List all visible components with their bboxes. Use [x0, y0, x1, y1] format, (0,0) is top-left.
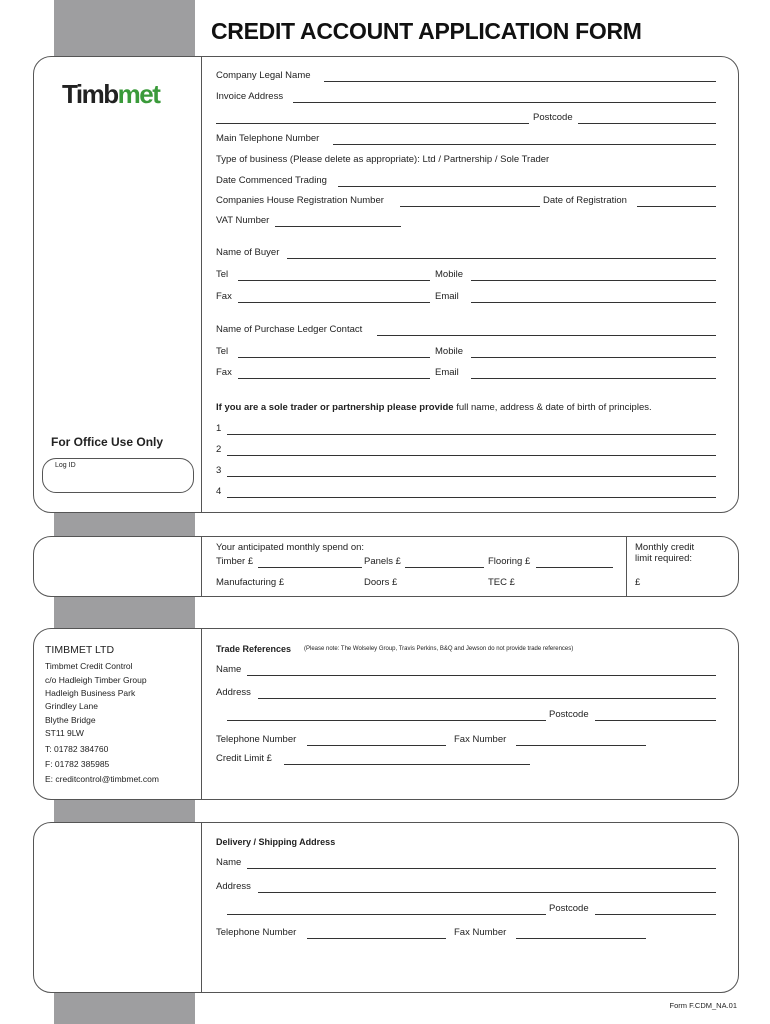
postcode-label: Postcode: [533, 112, 573, 123]
buyer-mobile-field[interactable]: [471, 280, 716, 281]
principal-4-field[interactable]: [227, 497, 716, 498]
date-of-registration-field[interactable]: [637, 206, 716, 207]
gray-strip-bottom: [54, 992, 195, 1024]
trade-credit-limit-label: Credit Limit £: [216, 753, 272, 764]
ledger-tel-field[interactable]: [238, 357, 430, 358]
address-line-3: Hadleigh Business Park: [45, 688, 136, 698]
buyer-tel-field[interactable]: [238, 280, 430, 281]
delivery-name-label: Name: [216, 857, 242, 868]
timber-field[interactable]: [258, 567, 362, 568]
ledger-mobile-field[interactable]: [471, 357, 716, 358]
type-of-business-label: Type of business (Please delete as appropriate): Ltd / Partnership / Sole Trader: [216, 154, 550, 165]
delivery-address-section: [33, 822, 739, 993]
ledger-mobile-label: Mobile: [435, 346, 463, 357]
vat-number-label: VAT Number: [216, 215, 270, 226]
section-divider: [201, 57, 202, 512]
company-legal-name-label: Company Legal Name: [216, 70, 311, 81]
tec-label: TEC £: [488, 577, 515, 588]
vat-number-field[interactable]: [275, 226, 401, 227]
section-divider: [201, 537, 202, 596]
timber-label: Timber £: [216, 556, 254, 567]
timbmet-fax: F: 01782 385985: [45, 759, 110, 769]
company-details-section: [33, 56, 739, 513]
panels-label: Panels £: [364, 556, 401, 567]
trade-address-field[interactable]: [258, 698, 716, 699]
spend-heading: Your anticipated monthly spend on:: [216, 542, 365, 553]
principal-2-label: 2: [216, 444, 222, 455]
gray-strip-top: [54, 0, 195, 56]
main-telephone-label: Main Telephone Number: [216, 133, 320, 144]
delivery-address-field[interactable]: [258, 892, 716, 893]
credit-limit-label-1: Monthly credit: [635, 542, 695, 553]
doors-label: Doors £: [364, 577, 398, 588]
log-id-box[interactable]: [42, 458, 194, 493]
manufacturing-label: Manufacturing £: [216, 577, 285, 588]
principals-note: If you are a sole trader or partnership please provide full name, address & date of birth of principles.: [216, 402, 652, 413]
ledger-email-field[interactable]: [471, 378, 716, 379]
log-id-label: Log ID: [55, 462, 76, 469]
gray-strip-4: [54, 799, 195, 822]
address-line-6: ST11 9LW: [45, 728, 84, 738]
timbmet-telephone: T: 01782 384760: [45, 744, 109, 754]
invoice-address-field[interactable]: [293, 102, 716, 103]
buyer-name-label: Name of Buyer: [216, 247, 280, 258]
company-legal-name-field[interactable]: [324, 81, 716, 82]
principal-3-label: 3: [216, 465, 222, 476]
buyer-email-label: Email: [435, 291, 459, 302]
invoice-address-line-2[interactable]: [216, 123, 529, 124]
address-line-4: Grindley Lane: [45, 701, 98, 711]
buyer-mobile-label: Mobile: [435, 269, 463, 280]
trade-telephone-label: Telephone Number: [216, 734, 297, 745]
companies-house-label: Companies House Registration Number: [216, 195, 384, 206]
buyer-email-field[interactable]: [471, 302, 716, 303]
buyer-fax-field[interactable]: [238, 302, 430, 303]
panels-field[interactable]: [405, 567, 484, 568]
section-divider: [201, 629, 202, 799]
date-of-registration-label: Date of Registration: [543, 195, 627, 206]
address-line-1: Timbmet Credit Control: [45, 661, 133, 671]
trade-references-section: [33, 628, 739, 800]
principal-1-field[interactable]: [227, 434, 716, 435]
trade-name-field[interactable]: [247, 675, 716, 676]
postcode-field[interactable]: [578, 123, 716, 124]
monthly-spend-section: [33, 536, 739, 597]
delivery-address-line-2[interactable]: [227, 914, 546, 915]
trade-postcode-field[interactable]: [595, 720, 716, 721]
ledger-email-label: Email: [435, 367, 459, 378]
office-use-heading: For Office Use Only: [51, 435, 164, 449]
main-telephone-field[interactable]: [333, 144, 716, 145]
date-commenced-label: Date Commenced Trading: [216, 175, 327, 186]
delivery-telephone-field[interactable]: [307, 938, 446, 939]
companies-house-field[interactable]: [400, 206, 540, 207]
address-line-2: c/o Hadleigh Timber Group: [45, 675, 147, 685]
trade-references-heading: Trade References: [216, 644, 292, 654]
delivery-postcode-label: Postcode: [549, 903, 589, 914]
limit-divider: [626, 537, 627, 596]
delivery-address-label: Address: [216, 881, 251, 892]
delivery-telephone-label: Telephone Number: [216, 927, 297, 938]
ledger-tel-label: Tel: [216, 346, 229, 357]
flooring-label: Flooring £: [488, 556, 531, 567]
gray-strip-2: [54, 512, 195, 536]
principal-2-field[interactable]: [227, 455, 716, 456]
ledger-fax-field[interactable]: [238, 378, 430, 379]
form-code: Form F.CDM_NA.01: [669, 1001, 737, 1010]
buyer-fax-label: Fax: [216, 291, 232, 302]
credit-limit-currency: £: [635, 577, 641, 588]
credit-limit-label-2: limit required:: [635, 553, 693, 564]
trade-address-label: Address: [216, 687, 251, 698]
timbmet-logo: Timbmet: [62, 79, 160, 109]
principal-1-label: 1: [216, 423, 222, 434]
trade-address-line-2[interactable]: [227, 720, 546, 721]
invoice-address-label: Invoice Address: [216, 91, 284, 102]
principal-4-label: 4: [216, 486, 222, 497]
trade-credit-limit-field[interactable]: [284, 764, 530, 765]
ledger-name-label: Name of Purchase Ledger Contact: [216, 324, 363, 335]
timbmet-email: E: creditcontrol@timbmet.com: [45, 774, 159, 784]
delivery-postcode-field[interactable]: [595, 914, 716, 915]
delivery-fax-field[interactable]: [516, 938, 646, 939]
trade-fax-label: Fax Number: [454, 734, 507, 745]
trade-references-note: (Please note: The Wolseley Group, Travis Perkins, B&Q and Jewson do not provide trade references): [304, 646, 574, 652]
flooring-field[interactable]: [536, 567, 613, 568]
gray-strip-3: [54, 596, 195, 629]
trade-telephone-field[interactable]: [307, 745, 446, 746]
delivery-fax-label: Fax Number: [454, 927, 507, 938]
buyer-name-field[interactable]: [287, 258, 716, 259]
trade-postcode-label: Postcode: [549, 709, 589, 720]
trade-name-label: Name: [216, 664, 242, 675]
trade-fax-field[interactable]: [516, 745, 646, 746]
address-line-5: Blythe Bridge: [45, 715, 96, 725]
principal-3-field[interactable]: [227, 476, 716, 477]
delivery-heading: Delivery / Shipping Address: [216, 837, 336, 847]
buyer-tel-label: Tel: [216, 269, 229, 280]
timbmet-ltd-name: TIMBMET LTD: [45, 644, 115, 656]
delivery-name-field[interactable]: [247, 868, 716, 869]
form-title: CREDIT ACCOUNT APPLICATION FORM: [211, 18, 642, 44]
date-commenced-field[interactable]: [338, 186, 716, 187]
section-divider: [201, 823, 202, 992]
ledger-fax-label: Fax: [216, 367, 232, 378]
ledger-name-field[interactable]: [377, 335, 716, 336]
